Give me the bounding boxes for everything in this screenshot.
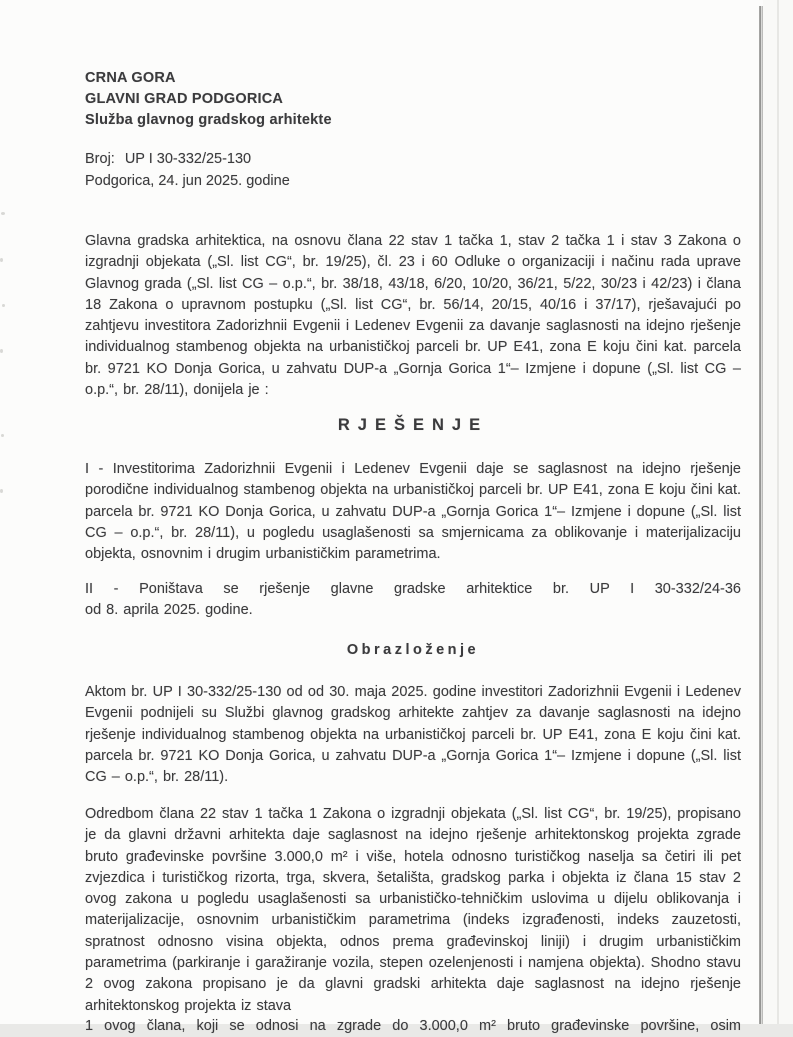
place-date-line: Podgorica, 24. jun 2025. godine <box>85 172 290 189</box>
case-number-value: UP I 30-332/25-130 <box>124 151 252 167</box>
reference-block <box>85 149 290 192</box>
intro-paragraph: Glavna gradska arhitektica, na osnovu člana 22 stav 1 tačka 1, stav 2 tačka 1 i stav 3 Zakona o izgradnji objekata („Sl. list CG“, br. 19/25), čl. 23 i 60 Odluke o organizaciji i načinu rada uprave Glavnog grada („Sl. list CG – o.p.“, br. 38/18, 43/18, 6/20, 10/20, 36/21, 5/22, 30/23 i 42/23) i člana 18 Zakona o upravnom postupku („Sl. list CG“, br. 56/14, 20/15, 40/16 i 37/17), rješavajući po zahtjevu investitora Zadorizhnii Evgenii i Ledenev Evgenii za davanje saglasnosti na idejno rješenje individualnog stambenog objekta na urbanističkoj parceli br. UP E41, zona E koju čini kat. parcela br. 9721 KO Donja Gorica, u zahvatu DUP-a „Gornja Gorica 1“– Izmjene i dopune („Sl. list CG – o.p.“, br. 28/11), donijela je : <box>85 233 741 399</box>
letterhead-country: CRNA GORA <box>85 70 176 86</box>
decision-item-2-line-1: II - Poništava se rješenje glavne gradske arhitektice br. UP I 30-332/24-36 <box>85 581 741 597</box>
scan-edge-line <box>759 6 763 1024</box>
case-number-line <box>85 149 290 171</box>
scan-speck <box>0 258 3 262</box>
letterhead-city: GLAVNI GRAD PODGORICA <box>85 91 284 107</box>
scan-edge-faint-line <box>777 0 779 1024</box>
letterhead-department: Služba glavnog gradskog arhitekte <box>85 112 332 128</box>
explanation-paragraph-1: Aktom br. UP I 30-332/25-130 od od 30. maja 2025. godine investitori Zadorizhnii Evgenii i Ledenev Evgenii podnijeli su Službi glavnog gradskog arhitekte zahtjev za davanje saglasnosti na idejno rješenje individualnog stambenog objekta na urbanističkoj parceli br. UP E41, zona E koju čini kat. parcela br. 9721 KO Donja Gorica, u zahvatu DUP-a „Gornja Gorica 1“– Izmjene i dopune („Sl. list CG – o.p.“, br. 28/11). <box>85 684 741 786</box>
scan-speck <box>0 349 3 353</box>
scan-speck <box>0 489 3 493</box>
scan-speck <box>2 304 5 307</box>
decision-title: RJEŠENJE <box>337 416 489 434</box>
explanation-title: Obrazloženje <box>346 642 480 658</box>
case-number-label: Broj: <box>85 151 115 167</box>
explanation-paragraph-2: Odredbom člana 22 stav 1 tačka 1 Zakona o izgradnji objekata („Sl. list CG“, br. 19/25), propisano je da glavni državni arhitekta daje saglasnost na idejno rješenje arhitektonskog projekta zgrade bruto građevinske površine 3.000,0 m² i više, hotela odnosno turističkog naselja sa četiri ili pet zvjezdica i turističkog rizorta, trga, skvera, šetališta, gradskog parka i objekta iz člana 15 stav 2 ovog zakona u pogledu usaglašenosti sa urbanističko-tehničkim uslovima u dijelu oblikovanja i materijalizacije, osnovnim urbanističkim parametrima (indeks izgrađenosti, indeks zauzetosti, spratnost odnosno visina objekta, odnos prema građevinskoj liniji) i drugim urbanističkim parametrima (parkiranje i garažiranje vozila, stepen ozelenjenosti i namjena objekta). Shodno stavu 2 ovog zakona propisano je da glavni gradski arhitekta daje saglasnost na idejno rješenje arhitektonskog projekta iz stava <box>85 806 741 1014</box>
decision-item-2 <box>85 579 741 622</box>
explanation-paragraph-2-clipped-line: 1 ovog člana, koji se odnosi na zgrade do 3.000,0 m² bruto građevinske površine, osim <box>85 1018 741 1034</box>
letterhead <box>85 68 332 131</box>
decision-item-1: I - Investitorima Zadorizhnii Evgenii i Ledenev Evgenii daje se saglasnost na idejno rješenje porodične individualnog stambenog objekta na urbanističkoj parceli br. UP E41, zona E koju čini kat. parcela br. 9721 KO Donja Gorica, u zahvatu DUP-a „Gornja Gorica 1“– Izmjene i dopune („Sl. list CG – o.p.“, br. 28/11), u pogledu usaglašenosti sa smjernicama za oblikovanje i materijalizaciju objekta, osnovnim i drugim urbanističkim parametrima. <box>85 461 741 563</box>
scan-speck <box>1 212 5 215</box>
scan-speck <box>1 434 4 437</box>
decision-item-2-line-2: od 8. aprila 2025. godine. <box>85 602 253 619</box>
